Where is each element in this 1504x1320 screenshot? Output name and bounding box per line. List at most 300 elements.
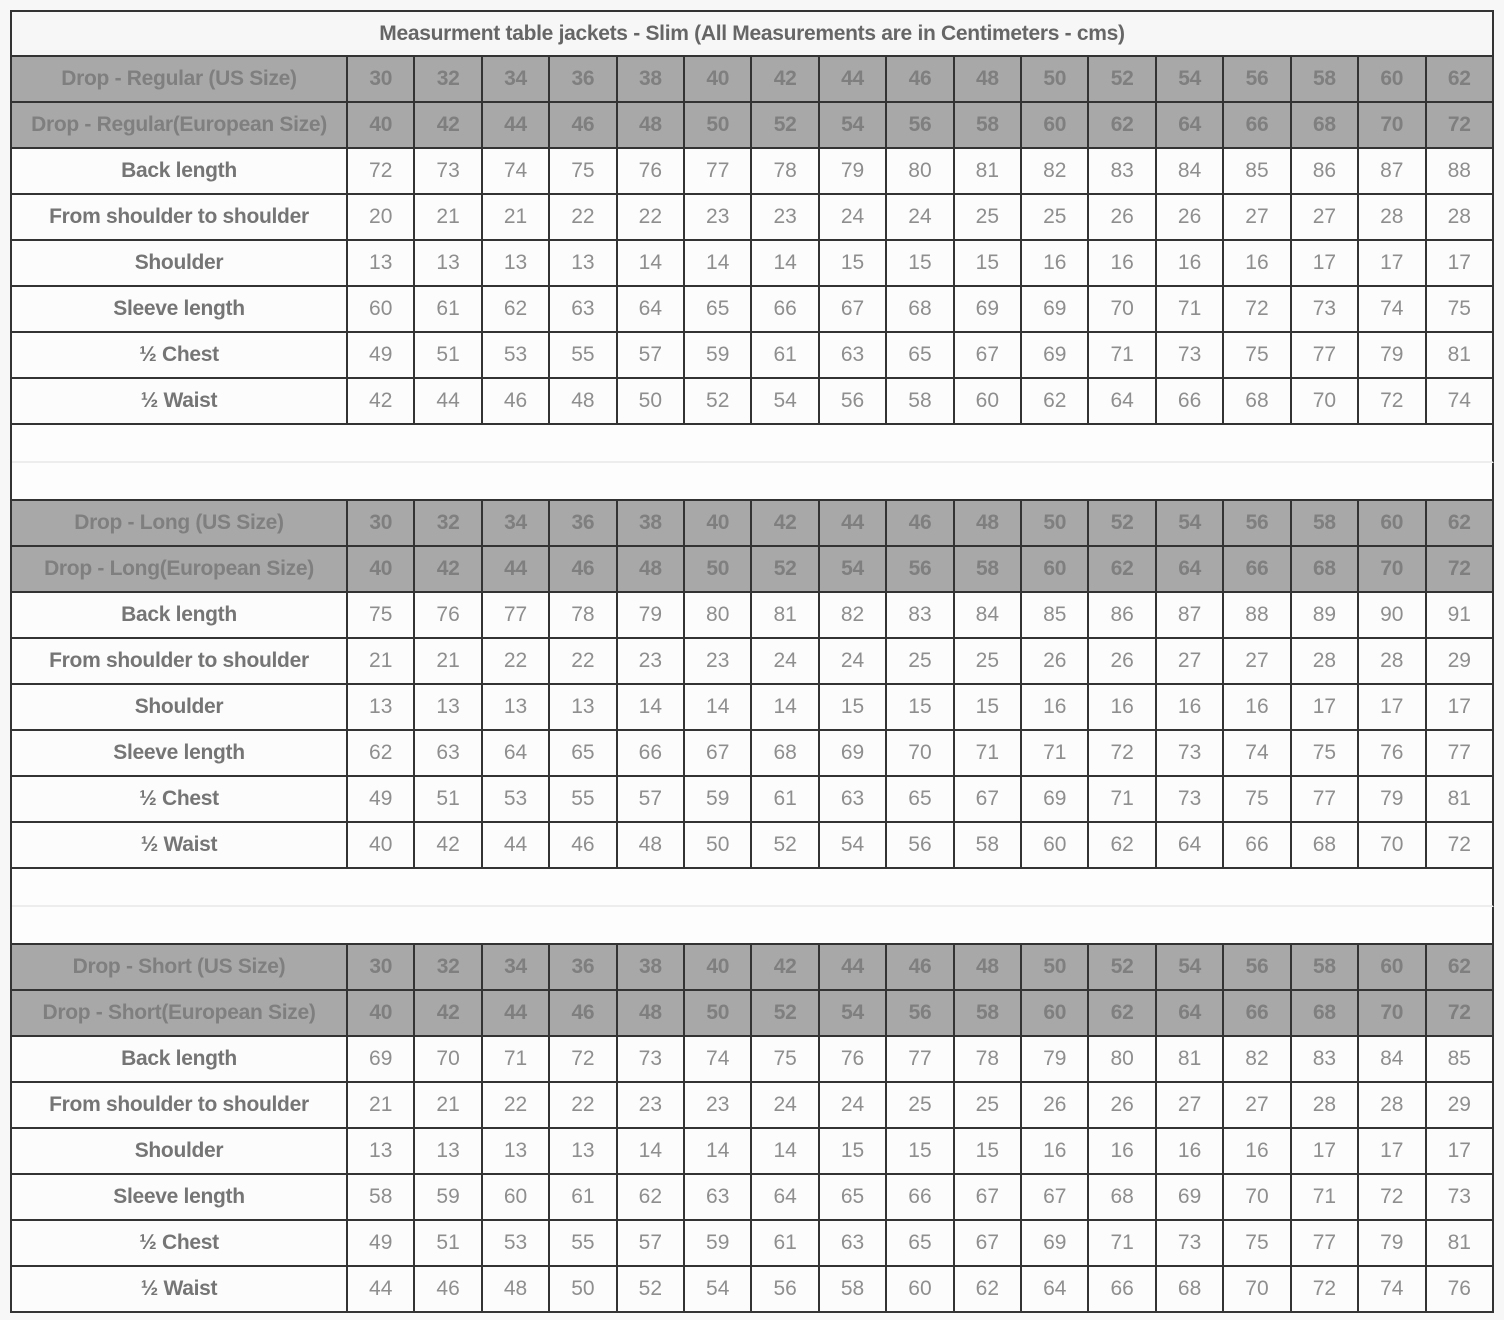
measurement-row bbox=[12, 241, 1494, 287]
measurement-value-cell: 17 bbox=[1292, 685, 1359, 731]
measurement-value-cell: 81 bbox=[955, 149, 1022, 195]
measurement-value-cell: 61 bbox=[550, 1175, 617, 1221]
measurement-value-cell: 91 bbox=[1427, 593, 1495, 639]
measurement-value-cell: 69 bbox=[1157, 1175, 1224, 1221]
measurement-value-cell: 17 bbox=[1359, 685, 1426, 731]
measurement-value-cell: 29 bbox=[1427, 639, 1495, 685]
measurement-value-cell: 62 bbox=[618, 1175, 685, 1221]
measurement-value-cell: 66 bbox=[618, 731, 685, 777]
measurement-value-cell: 65 bbox=[887, 777, 954, 823]
measurement-value-cell: 74 bbox=[1427, 379, 1495, 425]
us-size-header-cell: 50 bbox=[1022, 945, 1089, 991]
measurement-value-cell: 16 bbox=[1089, 241, 1156, 287]
measurement-value-cell: 23 bbox=[685, 195, 752, 241]
measurement-value-cell: 67 bbox=[685, 731, 752, 777]
measurement-value-cell: 49 bbox=[348, 333, 415, 379]
measurement-value-cell: 69 bbox=[1022, 333, 1089, 379]
measurement-value-cell: 13 bbox=[415, 1129, 482, 1175]
measurement-row-label: ½ Waist bbox=[12, 823, 348, 869]
measurement-value-cell: 58 bbox=[820, 1267, 887, 1313]
measurement-value-cell: 60 bbox=[483, 1175, 550, 1221]
measurement-value-cell: 65 bbox=[820, 1175, 887, 1221]
measurement-value-cell: 13 bbox=[483, 685, 550, 731]
measurement-value-cell: 50 bbox=[685, 823, 752, 869]
measurement-value-cell: 14 bbox=[618, 241, 685, 287]
title-row bbox=[12, 12, 1494, 57]
measurement-value-cell: 56 bbox=[887, 823, 954, 869]
measurement-value-cell: 80 bbox=[1089, 1037, 1156, 1083]
measurement-value-cell: 64 bbox=[752, 1175, 819, 1221]
measurement-value-cell: 14 bbox=[618, 1129, 685, 1175]
eu-size-header-cell: 44 bbox=[483, 547, 550, 593]
measurement-value-cell: 65 bbox=[887, 1221, 954, 1267]
measurement-value-cell: 44 bbox=[348, 1267, 415, 1313]
measurement-value-cell: 14 bbox=[752, 241, 819, 287]
measurement-value-cell: 67 bbox=[955, 333, 1022, 379]
measurement-value-cell: 24 bbox=[820, 639, 887, 685]
eu-size-header-cell: 60 bbox=[1022, 103, 1089, 149]
measurement-row-label: ½ Chest bbox=[12, 777, 348, 823]
us-size-header-cell: 62 bbox=[1427, 501, 1495, 547]
measurement-value-cell: 60 bbox=[1022, 823, 1089, 869]
measurement-value-cell: 17 bbox=[1292, 241, 1359, 287]
eu-size-header-cell: 72 bbox=[1427, 991, 1495, 1037]
measurement-value-cell: 76 bbox=[1359, 731, 1426, 777]
eu-size-header-cell: 48 bbox=[618, 547, 685, 593]
us-size-header-cell: 58 bbox=[1292, 945, 1359, 991]
measurement-value-cell: 63 bbox=[415, 731, 482, 777]
us-size-header-cell: 32 bbox=[415, 57, 482, 103]
measurement-value-cell: 46 bbox=[415, 1267, 482, 1313]
measurement-value-cell: 75 bbox=[1224, 777, 1291, 823]
measurement-value-cell: 84 bbox=[955, 593, 1022, 639]
measurement-value-cell: 52 bbox=[618, 1267, 685, 1313]
measurement-value-cell: 17 bbox=[1359, 241, 1426, 287]
eu-size-header-cell: 68 bbox=[1292, 547, 1359, 593]
measurement-value-cell: 28 bbox=[1359, 639, 1426, 685]
measurement-value-cell: 16 bbox=[1089, 1129, 1156, 1175]
measurement-value-cell: 75 bbox=[1224, 333, 1291, 379]
measurement-value-cell: 81 bbox=[1427, 777, 1495, 823]
eu-size-header-cell: 56 bbox=[887, 991, 954, 1037]
eu-size-header-cell: 62 bbox=[1089, 991, 1156, 1037]
eu-size-header-cell: 64 bbox=[1157, 547, 1224, 593]
us-size-header-cell: 36 bbox=[550, 501, 617, 547]
measurement-row bbox=[12, 379, 1494, 425]
eu-size-header-cell: 44 bbox=[483, 103, 550, 149]
measurement-value-cell: 88 bbox=[1224, 593, 1291, 639]
measurement-row bbox=[12, 287, 1494, 333]
measurement-value-cell: 87 bbox=[1157, 593, 1224, 639]
measurement-value-cell: 72 bbox=[1359, 379, 1426, 425]
eu-size-header-cell: 62 bbox=[1089, 547, 1156, 593]
measurement-value-cell: 72 bbox=[1089, 731, 1156, 777]
eu-size-header-cell: 46 bbox=[550, 547, 617, 593]
measurement-value-cell: 16 bbox=[1157, 685, 1224, 731]
eu-size-header-cell: 40 bbox=[348, 991, 415, 1037]
measurement-value-cell: 58 bbox=[348, 1175, 415, 1221]
measurement-value-cell: 70 bbox=[1089, 287, 1156, 333]
measurement-value-cell: 63 bbox=[820, 1221, 887, 1267]
section-spacer-row bbox=[12, 425, 1494, 463]
measurement-value-cell: 76 bbox=[415, 593, 482, 639]
measurement-value-cell: 68 bbox=[887, 287, 954, 333]
us-size-header-cell: 32 bbox=[415, 501, 482, 547]
measurement-value-cell: 76 bbox=[1427, 1267, 1495, 1313]
measurement-value-cell: 66 bbox=[1224, 823, 1291, 869]
measurement-value-cell: 68 bbox=[752, 731, 819, 777]
measurement-value-cell: 26 bbox=[1022, 639, 1089, 685]
measurement-value-cell: 60 bbox=[887, 1267, 954, 1313]
measurement-value-cell: 71 bbox=[955, 731, 1022, 777]
us-size-header-cell: 54 bbox=[1157, 57, 1224, 103]
measurement-row-label: Sleeve length bbox=[12, 287, 348, 333]
measurement-value-cell: 75 bbox=[1427, 287, 1495, 333]
measurement-value-cell: 76 bbox=[820, 1037, 887, 1083]
measurement-value-cell: 63 bbox=[820, 333, 887, 379]
measurement-value-cell: 72 bbox=[1427, 823, 1495, 869]
measurement-value-cell: 74 bbox=[1359, 287, 1426, 333]
us-size-header-cell: 46 bbox=[887, 501, 954, 547]
measurement-value-cell: 14 bbox=[685, 685, 752, 731]
measurement-value-cell: 66 bbox=[1157, 379, 1224, 425]
measurement-value-cell: 15 bbox=[887, 241, 954, 287]
us-size-header-cell: 40 bbox=[685, 501, 752, 547]
measurement-value-cell: 71 bbox=[1022, 731, 1089, 777]
measurement-value-cell: 16 bbox=[1157, 241, 1224, 287]
measurement-value-cell: 16 bbox=[1022, 685, 1089, 731]
us-size-header-cell: 34 bbox=[483, 945, 550, 991]
measurement-value-cell: 22 bbox=[618, 195, 685, 241]
measurement-value-cell: 82 bbox=[1224, 1037, 1291, 1083]
measurement-value-cell: 28 bbox=[1359, 195, 1426, 241]
section-short-us-label: Drop - Short (US Size) bbox=[12, 945, 348, 991]
measurement-value-cell: 13 bbox=[550, 241, 617, 287]
measurement-value-cell: 54 bbox=[752, 379, 819, 425]
measurement-value-cell: 74 bbox=[685, 1037, 752, 1083]
measurement-value-cell: 77 bbox=[685, 149, 752, 195]
measurement-value-cell: 23 bbox=[618, 1083, 685, 1129]
measurement-value-cell: 48 bbox=[550, 379, 617, 425]
us-size-header-cell: 60 bbox=[1359, 501, 1426, 547]
measurement-row bbox=[12, 639, 1494, 685]
eu-size-header-cell: 56 bbox=[887, 103, 954, 149]
measurement-value-cell: 16 bbox=[1089, 685, 1156, 731]
measurement-value-cell: 69 bbox=[1022, 777, 1089, 823]
us-size-header-cell: 62 bbox=[1427, 57, 1495, 103]
measurement-row bbox=[12, 593, 1494, 639]
measurement-value-cell: 65 bbox=[685, 287, 752, 333]
measurement-value-cell: 23 bbox=[685, 1083, 752, 1129]
measurement-value-cell: 73 bbox=[1157, 731, 1224, 777]
us-size-header-cell: 62 bbox=[1427, 945, 1495, 991]
measurement-value-cell: 59 bbox=[685, 777, 752, 823]
us-size-header-cell: 34 bbox=[483, 501, 550, 547]
measurement-value-cell: 52 bbox=[685, 379, 752, 425]
section-spacer-row bbox=[12, 907, 1494, 945]
measurement-row-label: From shoulder to shoulder bbox=[12, 195, 348, 241]
us-size-header-cell: 30 bbox=[348, 501, 415, 547]
measurement-value-cell: 85 bbox=[1427, 1037, 1495, 1083]
measurement-value-cell: 13 bbox=[483, 1129, 550, 1175]
measurement-value-cell: 63 bbox=[550, 287, 617, 333]
measurement-value-cell: 74 bbox=[1359, 1267, 1426, 1313]
measurement-value-cell: 77 bbox=[1427, 731, 1495, 777]
spacer-cell bbox=[12, 907, 1494, 945]
us-size-header-cell: 36 bbox=[550, 57, 617, 103]
measurement-value-cell: 28 bbox=[1359, 1083, 1426, 1129]
measurement-value-cell: 46 bbox=[483, 379, 550, 425]
measurement-value-cell: 84 bbox=[1157, 149, 1224, 195]
measurement-value-cell: 50 bbox=[550, 1267, 617, 1313]
eu-size-header-cell: 66 bbox=[1224, 103, 1291, 149]
eu-size-header-cell: 42 bbox=[415, 103, 482, 149]
measurement-value-cell: 27 bbox=[1157, 1083, 1224, 1129]
measurement-value-cell: 21 bbox=[415, 639, 482, 685]
measurement-value-cell: 59 bbox=[415, 1175, 482, 1221]
measurement-value-cell: 85 bbox=[1224, 149, 1291, 195]
measurement-value-cell: 58 bbox=[887, 379, 954, 425]
measurement-value-cell: 82 bbox=[820, 593, 887, 639]
measurement-value-cell: 26 bbox=[1089, 1083, 1156, 1129]
measurement-value-cell: 24 bbox=[820, 195, 887, 241]
measurement-value-cell: 67 bbox=[955, 777, 1022, 823]
section-short-eu-label: Drop - Short(European Size) bbox=[12, 991, 348, 1037]
section-regular-us-label: Drop - Regular (US Size) bbox=[12, 57, 348, 103]
us-size-header-cell: 48 bbox=[955, 945, 1022, 991]
measurement-value-cell: 17 bbox=[1427, 241, 1495, 287]
measurement-value-cell: 73 bbox=[618, 1037, 685, 1083]
measurement-value-cell: 16 bbox=[1224, 685, 1291, 731]
us-size-header-cell: 48 bbox=[955, 57, 1022, 103]
measurement-value-cell: 69 bbox=[348, 1037, 415, 1083]
measurement-value-cell: 14 bbox=[752, 1129, 819, 1175]
measurement-value-cell: 23 bbox=[752, 195, 819, 241]
measurement-value-cell: 62 bbox=[483, 287, 550, 333]
eu-size-header-cell: 52 bbox=[752, 991, 819, 1037]
measurement-value-cell: 89 bbox=[1292, 593, 1359, 639]
measurement-value-cell: 22 bbox=[550, 1083, 617, 1129]
measurement-value-cell: 75 bbox=[1292, 731, 1359, 777]
measurement-value-cell: 73 bbox=[1157, 1221, 1224, 1267]
measurement-row-label: Shoulder bbox=[12, 685, 348, 731]
us-size-header-cell: 60 bbox=[1359, 945, 1426, 991]
measurement-value-cell: 14 bbox=[685, 241, 752, 287]
table-title: Measurment table jackets - Slim (All Measurements are in Centimeters - cms) bbox=[12, 12, 1494, 57]
measurement-table bbox=[10, 10, 1494, 1313]
eu-size-header-cell: 46 bbox=[550, 103, 617, 149]
measurement-value-cell: 70 bbox=[1224, 1175, 1291, 1221]
eu-size-header-cell: 66 bbox=[1224, 547, 1291, 593]
us-size-header-cell: 56 bbox=[1224, 501, 1291, 547]
measurement-value-cell: 21 bbox=[415, 195, 482, 241]
measurement-value-cell: 28 bbox=[1292, 1083, 1359, 1129]
eu-size-header-cell: 68 bbox=[1292, 991, 1359, 1037]
measurement-value-cell: 27 bbox=[1224, 195, 1291, 241]
eu-size-header-cell: 46 bbox=[550, 991, 617, 1037]
measurement-row bbox=[12, 195, 1494, 241]
us-size-header-cell: 40 bbox=[685, 945, 752, 991]
measurement-value-cell: 17 bbox=[1427, 1129, 1495, 1175]
measurement-value-cell: 73 bbox=[1157, 777, 1224, 823]
measurement-value-cell: 17 bbox=[1292, 1129, 1359, 1175]
measurement-row-label: ½ Waist bbox=[12, 1267, 348, 1313]
section-regular-eu-label: Drop - Regular(European Size) bbox=[12, 103, 348, 149]
measurement-value-cell: 69 bbox=[1022, 287, 1089, 333]
measurement-value-cell: 86 bbox=[1089, 593, 1156, 639]
eu-size-header-cell: 50 bbox=[685, 991, 752, 1037]
measurement-value-cell: 55 bbox=[550, 1221, 617, 1267]
us-size-header-cell: 30 bbox=[348, 945, 415, 991]
measurement-row-label: From shoulder to shoulder bbox=[12, 1083, 348, 1129]
us-size-header-cell: 36 bbox=[550, 945, 617, 991]
measurement-value-cell: 22 bbox=[483, 639, 550, 685]
spacer-cell bbox=[12, 869, 1494, 907]
eu-size-header-cell: 54 bbox=[820, 547, 887, 593]
measurement-value-cell: 25 bbox=[887, 1083, 954, 1129]
measurement-value-cell: 54 bbox=[685, 1267, 752, 1313]
measurement-value-cell: 16 bbox=[1022, 1129, 1089, 1175]
measurement-value-cell: 79 bbox=[1022, 1037, 1089, 1083]
measurement-value-cell: 26 bbox=[1089, 639, 1156, 685]
measurement-value-cell: 83 bbox=[1292, 1037, 1359, 1083]
measurement-value-cell: 90 bbox=[1359, 593, 1426, 639]
measurement-value-cell: 21 bbox=[483, 195, 550, 241]
us-size-header-cell: 40 bbox=[685, 57, 752, 103]
measurement-value-cell: 73 bbox=[415, 149, 482, 195]
measurement-value-cell: 48 bbox=[483, 1267, 550, 1313]
measurement-value-cell: 65 bbox=[887, 333, 954, 379]
measurement-value-cell: 64 bbox=[483, 731, 550, 777]
measurement-row-label: Shoulder bbox=[12, 241, 348, 287]
us-size-header-cell: 52 bbox=[1089, 945, 1156, 991]
measurement-value-cell: 59 bbox=[685, 333, 752, 379]
measurement-value-cell: 70 bbox=[1224, 1267, 1291, 1313]
us-size-header-cell: 42 bbox=[752, 501, 819, 547]
measurement-row bbox=[12, 731, 1494, 777]
measurement-value-cell: 17 bbox=[1359, 1129, 1426, 1175]
eu-size-header-cell: 48 bbox=[618, 991, 685, 1037]
measurement-value-cell: 25 bbox=[955, 639, 1022, 685]
measurement-value-cell: 61 bbox=[752, 1221, 819, 1267]
measurement-value-cell: 40 bbox=[348, 823, 415, 869]
measurement-value-cell: 70 bbox=[887, 731, 954, 777]
measurement-value-cell: 79 bbox=[1359, 777, 1426, 823]
measurement-value-cell: 71 bbox=[483, 1037, 550, 1083]
measurement-value-cell: 25 bbox=[955, 195, 1022, 241]
measurement-value-cell: 15 bbox=[955, 1129, 1022, 1175]
measurement-value-cell: 72 bbox=[1224, 287, 1291, 333]
measurement-value-cell: 61 bbox=[752, 777, 819, 823]
measurement-value-cell: 23 bbox=[685, 639, 752, 685]
measurement-value-cell: 61 bbox=[415, 287, 482, 333]
measurement-value-cell: 51 bbox=[415, 333, 482, 379]
measurement-value-cell: 53 bbox=[483, 1221, 550, 1267]
measurement-row-label: Back length bbox=[12, 1037, 348, 1083]
measurement-value-cell: 24 bbox=[752, 639, 819, 685]
measurement-value-cell: 16 bbox=[1022, 241, 1089, 287]
measurement-value-cell: 29 bbox=[1427, 1083, 1495, 1129]
measurement-value-cell: 54 bbox=[820, 823, 887, 869]
eu-size-header-cell: 40 bbox=[348, 547, 415, 593]
measurement-value-cell: 15 bbox=[820, 685, 887, 731]
measurement-value-cell: 44 bbox=[415, 379, 482, 425]
measurement-value-cell: 25 bbox=[955, 1083, 1022, 1129]
measurement-value-cell: 57 bbox=[618, 333, 685, 379]
measurement-value-cell: 24 bbox=[752, 1083, 819, 1129]
measurement-value-cell: 77 bbox=[1292, 333, 1359, 379]
measurement-value-cell: 73 bbox=[1427, 1175, 1495, 1221]
measurement-value-cell: 65 bbox=[550, 731, 617, 777]
measurement-value-cell: 15 bbox=[887, 1129, 954, 1175]
measurement-row-label: Shoulder bbox=[12, 1129, 348, 1175]
measurement-value-cell: 83 bbox=[887, 593, 954, 639]
us-size-header-cell: 44 bbox=[820, 945, 887, 991]
measurement-value-cell: 66 bbox=[752, 287, 819, 333]
measurement-value-cell: 26 bbox=[1089, 195, 1156, 241]
measurement-value-cell: 13 bbox=[415, 685, 482, 731]
measurement-value-cell: 13 bbox=[348, 685, 415, 731]
measurement-value-cell: 28 bbox=[1427, 195, 1495, 241]
measurement-value-cell: 67 bbox=[1022, 1175, 1089, 1221]
measurement-value-cell: 42 bbox=[348, 379, 415, 425]
eu-size-header-cell: 72 bbox=[1427, 103, 1495, 149]
measurement-value-cell: 64 bbox=[618, 287, 685, 333]
eu-size-header-cell: 64 bbox=[1157, 991, 1224, 1037]
measurement-row-label: From shoulder to shoulder bbox=[12, 639, 348, 685]
measurement-value-cell: 76 bbox=[618, 149, 685, 195]
measurement-value-cell: 71 bbox=[1292, 1175, 1359, 1221]
measurement-value-cell: 46 bbox=[550, 823, 617, 869]
eu-size-header-cell: 58 bbox=[955, 991, 1022, 1037]
measurement-value-cell: 75 bbox=[348, 593, 415, 639]
us-size-header-cell: 46 bbox=[887, 945, 954, 991]
measurement-value-cell: 68 bbox=[1292, 823, 1359, 869]
section-regular-eu-header-row bbox=[12, 103, 1494, 149]
measurement-value-cell: 13 bbox=[550, 685, 617, 731]
us-size-header-cell: 38 bbox=[618, 57, 685, 103]
us-size-header-cell: 38 bbox=[618, 501, 685, 547]
measurement-value-cell: 22 bbox=[550, 195, 617, 241]
measurement-value-cell: 74 bbox=[1224, 731, 1291, 777]
measurement-value-cell: 68 bbox=[1157, 1267, 1224, 1313]
section-spacer-row bbox=[12, 869, 1494, 907]
us-size-header-cell: 46 bbox=[887, 57, 954, 103]
measurement-value-cell: 14 bbox=[685, 1129, 752, 1175]
us-size-header-cell: 38 bbox=[618, 945, 685, 991]
measurement-row-label: ½ Waist bbox=[12, 379, 348, 425]
eu-size-header-cell: 42 bbox=[415, 547, 482, 593]
eu-size-header-cell: 44 bbox=[483, 991, 550, 1037]
measurement-value-cell: 72 bbox=[1292, 1267, 1359, 1313]
measurement-value-cell: 23 bbox=[618, 639, 685, 685]
measurement-value-cell: 79 bbox=[820, 149, 887, 195]
measurement-value-cell: 85 bbox=[1022, 593, 1089, 639]
us-size-header-cell: 60 bbox=[1359, 57, 1426, 103]
measurement-value-cell: 13 bbox=[348, 241, 415, 287]
measurement-row bbox=[12, 1037, 1494, 1083]
measurement-value-cell: 25 bbox=[887, 639, 954, 685]
measurement-row-label: ½ Chest bbox=[12, 1221, 348, 1267]
measurement-value-cell: 57 bbox=[618, 1221, 685, 1267]
measurement-value-cell: 81 bbox=[1157, 1037, 1224, 1083]
measurement-row bbox=[12, 1129, 1494, 1175]
measurement-row bbox=[12, 1221, 1494, 1267]
eu-size-header-cell: 50 bbox=[685, 103, 752, 149]
measurement-value-cell: 24 bbox=[820, 1083, 887, 1129]
measurement-value-cell: 49 bbox=[348, 1221, 415, 1267]
section-short-eu-header-row bbox=[12, 991, 1494, 1037]
